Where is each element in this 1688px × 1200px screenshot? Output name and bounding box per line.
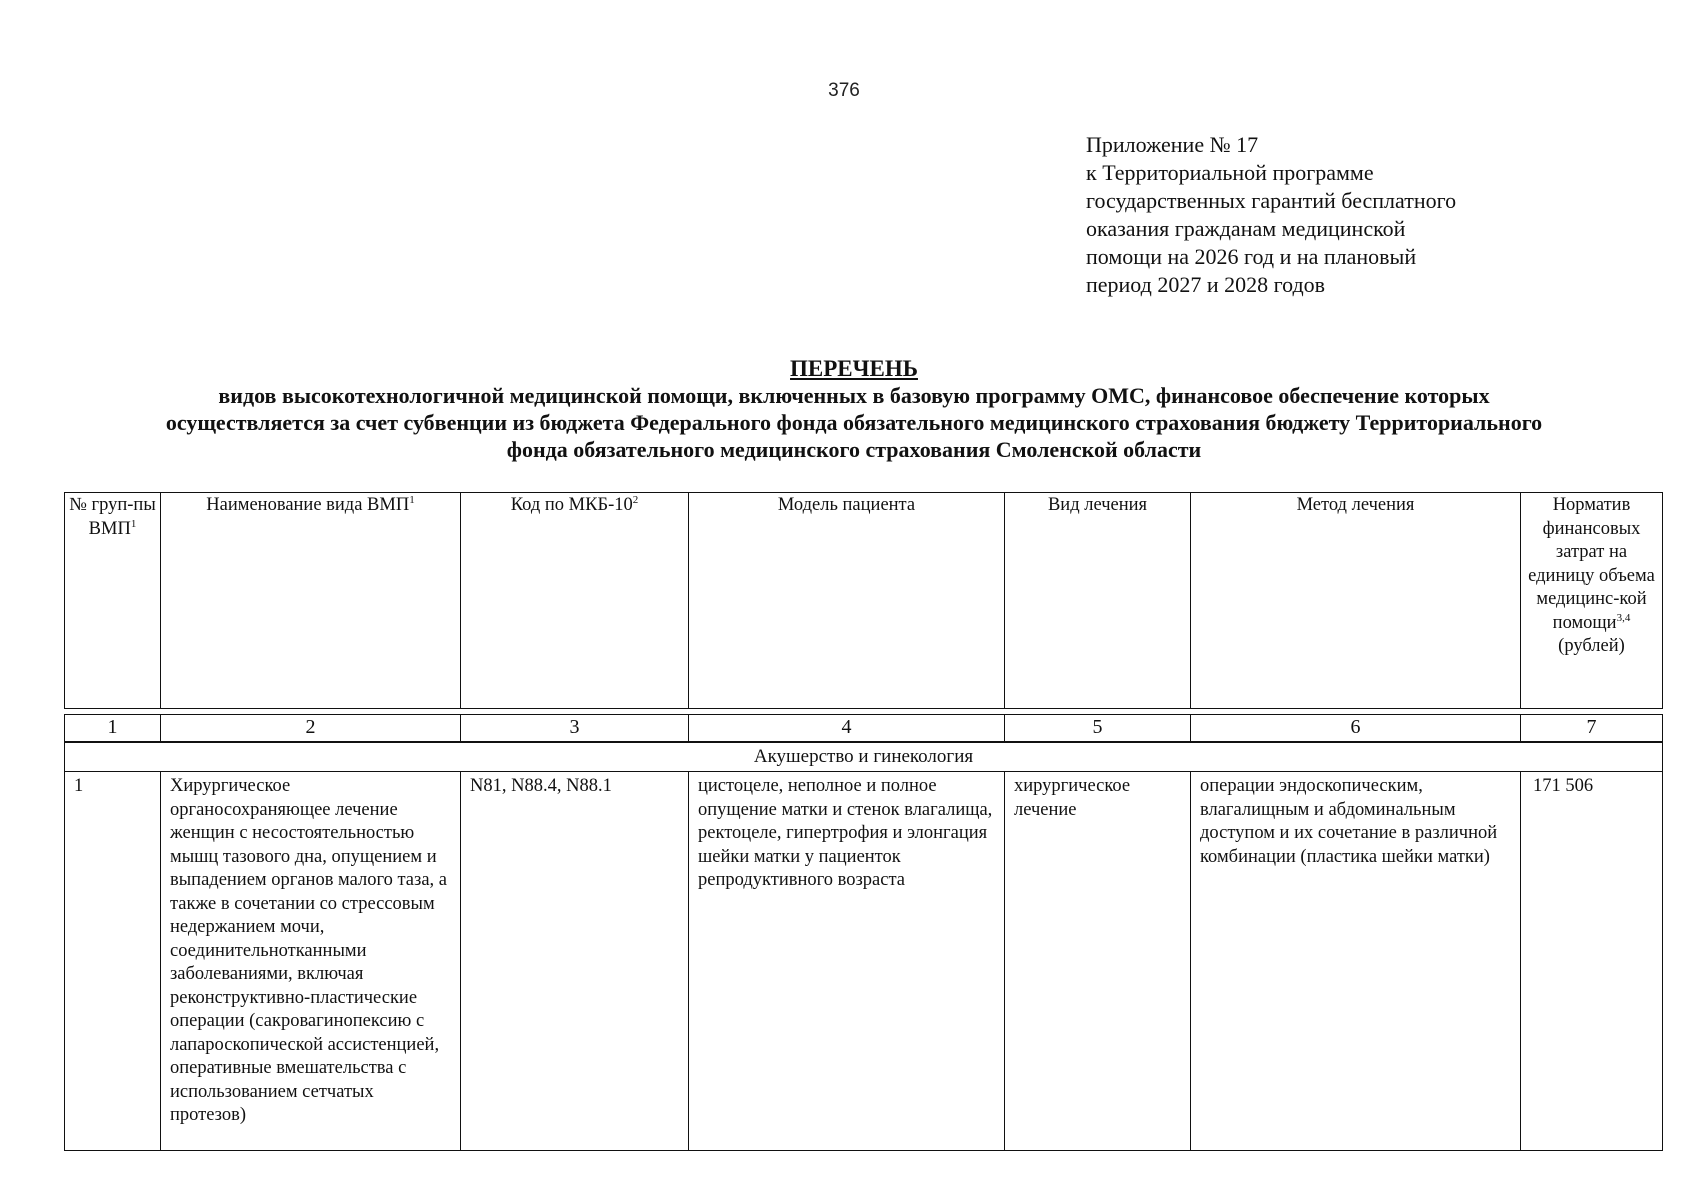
title-line: осуществляется за счет субвенции из бюджета Федерального фонда обязательного медицинского страхования бюджету Территориального [165, 410, 1543, 435]
column-number: 5 [1005, 715, 1191, 742]
appendix-note [1086, 131, 1646, 299]
cell-group-number: 1 [65, 772, 161, 1151]
cell-patient-model: цистоцеле, неполное и полное опущение матки и стенок влагалища, ректоцеле, гипертрофия и элонгация шейки матки у пациенток репродуктивного возраста [689, 772, 1005, 1151]
cell-mkb-code: N81, N88.4, N88.1 [461, 772, 689, 1151]
title-line: фонда обязательного медицинского страхования Смоленской области [506, 437, 1202, 462]
column-number: 6 [1191, 715, 1521, 742]
section-title: Акушерство и гинекология [65, 743, 1663, 772]
column-number: 7 [1521, 715, 1663, 742]
column-number: 3 [461, 715, 689, 742]
title-line: видов высокотехнологичной медицинской помощи, включенных в базовую программу ОМС, финансовое обеспечение которых [218, 383, 1490, 408]
header-treatment-type: Вид лечения [1005, 493, 1191, 709]
header-patient-model: Модель пациента [689, 493, 1005, 709]
table-body [64, 742, 1663, 1151]
cell-cost-norm: 171 506 [1521, 772, 1663, 1151]
header-cost-norm: Норматив финансовых затрат на единицу объема медицинс-кой помощи$^{3,4}$ (рублей) [1521, 493, 1663, 709]
appendix-line: оказания гражданам медицинской [1086, 216, 1406, 241]
column-number: 1 [65, 715, 161, 742]
table-row [65, 772, 1663, 1151]
appendix-line: государственных гарантий бесплатного [1086, 188, 1457, 213]
document-title [60, 355, 1648, 463]
title-heading: ПЕРЕЧЕНЬ [790, 356, 918, 381]
column-numbers-row [64, 714, 1663, 742]
table-header [64, 492, 1663, 709]
column-number: 2 [161, 715, 461, 742]
appendix-line: помощи на 2026 год и на плановый [1086, 244, 1417, 269]
header-group-number: № груп-пы ВМП$^1$ [65, 493, 161, 709]
header-vmp-name: Наименование вида ВМП$^1$ [161, 493, 461, 709]
appendix-line: период 2027 и 2028 годов [1086, 272, 1326, 297]
cell-treatment-type: хирургическое лечение [1005, 772, 1191, 1151]
page-number: 376 [828, 80, 860, 101]
header-treatment-method: Метод лечения [1191, 493, 1521, 709]
appendix-line: Приложение № 17 [1086, 132, 1259, 157]
appendix-line: к Территориальной программе [1086, 160, 1374, 185]
cell-treatment-method: операции эндоскопическим, влагалищным и абдоминальным доступом и их сочетание в различной комбинации (пластика шейки матки) [1191, 772, 1521, 1151]
header-mkb-code: Код по МКБ-$10^2$ [461, 493, 689, 709]
column-number: 4 [689, 715, 1005, 742]
cell-vmp-name: Хирургическое органосохраняющее лечение женщин с несостоятельностью мышц тазового дна, опущением и выпадением органов малого таза, а также в сочетании со стрессовым недержанием мочи, соединительнотканными заболеваниями, включая реконструктивно-пластические операции (сакровагинопексию с лапароскопической ассистенцией, оперативные вмешательства с использованием сетчатых протезов) [161, 772, 461, 1151]
